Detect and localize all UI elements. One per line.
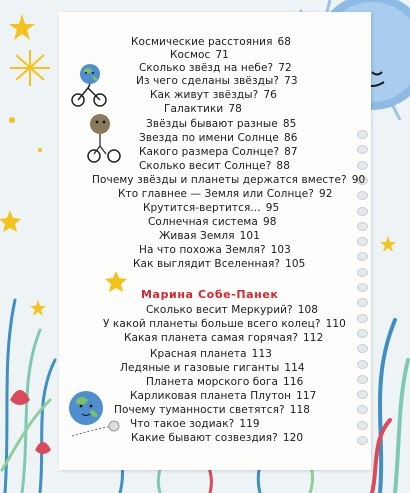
star-icon — [105, 270, 127, 292]
toc-entry-page: 73 — [284, 75, 298, 87]
toc-entry — [146, 376, 303, 388]
toc-entry-page: 88 — [276, 160, 290, 172]
toc-entry-title: Звёзды бывают разные — [146, 118, 278, 130]
earth-riding-bicycle — [70, 62, 110, 108]
toc-entry-title: Как выглядит Вселенная? — [133, 258, 281, 270]
toc-entry-page: 87 — [284, 146, 298, 158]
toc-entry — [170, 49, 229, 61]
toc-entry-title: Кто главнее — Земля или Солнце? — [118, 188, 314, 200]
binding-hole — [357, 161, 368, 170]
toc-entry-page: 76 — [263, 89, 277, 101]
toc-entry — [103, 318, 346, 330]
toc-entry-page: 103 — [270, 244, 291, 256]
toc-entry-title: У какой планеты больше всего колец? — [103, 318, 321, 330]
binding-hole — [357, 222, 368, 231]
toc-entry — [136, 75, 298, 87]
toc-entry — [159, 230, 260, 242]
binding-hole — [357, 207, 368, 216]
toc-entry-page: 85 — [282, 118, 297, 130]
toc-entry-page: 90 — [351, 174, 366, 186]
toc-entry-page: 95 — [265, 202, 280, 214]
toc-entry-page: 68 — [277, 36, 292, 48]
binding-hole — [357, 360, 368, 369]
toc-entry — [148, 216, 277, 228]
toc-entry-title: Ледяные и газовые гиганты — [120, 362, 280, 374]
toc-entry — [124, 332, 323, 344]
binding-hole — [357, 421, 368, 430]
star-icon — [30, 300, 46, 316]
toc-entry-title: Какая планета самая горячая? — [124, 332, 299, 344]
toc-entry-title: Как живут звёзды? — [150, 89, 259, 101]
binding-hole — [357, 329, 368, 338]
left-star-burst-top — [9, 14, 35, 40]
toc-entry-title: Космические расстояния — [131, 36, 273, 48]
toc-entry-page: 116 — [283, 376, 304, 388]
toc-entry-title: Красная планета — [150, 348, 247, 360]
toc-entry — [139, 160, 290, 172]
toc-entry-title: Что такое зодиак? — [130, 418, 235, 430]
binding-hole — [357, 314, 368, 323]
toc-entry-title: Почему звёзды и планеты держатся вместе? — [92, 174, 347, 186]
toc-entry — [92, 174, 365, 186]
left-star-burst-mid — [10, 50, 50, 86]
author-heading: Марина Собе-Панек — [141, 288, 279, 301]
toc-entry-title: Звезда по имени Солнце — [139, 132, 279, 144]
star-dot — [9, 117, 15, 123]
toc-entry — [133, 258, 305, 270]
binding-hole — [357, 375, 368, 384]
binding-hole — [357, 283, 368, 292]
toc-entry — [130, 418, 260, 430]
toc-entry-title: Какие бывают созвездия? — [131, 432, 278, 444]
toc-entry — [120, 362, 305, 374]
toc-entry — [139, 244, 291, 256]
toc-entry — [150, 89, 277, 101]
toc-entry-title: Почему туманности светятся? — [114, 404, 285, 416]
toc-entry-title: Сколько звёзд на небе? — [139, 62, 274, 74]
earth-with-small-rocket — [64, 386, 126, 446]
toc-entry — [139, 62, 292, 74]
toc-entry — [131, 432, 303, 444]
toc-entry-page: 105 — [285, 258, 306, 270]
toc-entry-title: Солнечная система — [148, 216, 258, 228]
toc-entry — [146, 118, 296, 130]
star-icon — [0, 210, 21, 232]
toc-entry-page: 108 — [297, 304, 319, 316]
toc-entry-page: 113 — [251, 348, 273, 360]
toc-entry — [146, 304, 318, 316]
star-dot — [38, 148, 42, 152]
toc-entry-page: 72 — [278, 62, 292, 74]
toc-entry — [143, 202, 279, 214]
toc-entry-page: 119 — [239, 418, 260, 430]
toc-entry-title: Карликовая планета Плутон — [130, 390, 292, 402]
toc-entry-title: Сколько весит Меркурий? — [146, 304, 293, 316]
toc-entry — [130, 390, 316, 402]
left-plants — [2, 300, 55, 493]
binding-hole — [357, 130, 368, 139]
toc-entry — [118, 188, 333, 200]
toc-entry-title: Какого размера Солнце? — [139, 146, 280, 158]
toc-entry-page: 114 — [284, 362, 305, 374]
toc-entry-page: 78 — [228, 103, 242, 115]
toc-entry-page: 117 — [296, 390, 317, 402]
binding-hole — [357, 436, 368, 445]
toc-entry-title: Из чего сделаны звёзды? — [136, 75, 280, 87]
toc-entry-title: Планета морского бога — [146, 376, 279, 388]
toc-entry — [131, 36, 291, 48]
moon-riding-bicycle — [84, 110, 124, 165]
toc-entry-page: 98 — [262, 216, 277, 228]
toc-entry-title: На что похожа Земля? — [139, 244, 266, 256]
toc-entry-page: 120 — [282, 432, 304, 444]
toc-entry-page: 71 — [215, 49, 229, 61]
toc-entry-title: Крутится-вертится... — [143, 202, 261, 214]
right-plants — [372, 320, 408, 493]
toc-entry-page: 92 — [318, 188, 333, 200]
binding-hole — [357, 268, 368, 277]
toc-entry-page: 112 — [303, 332, 324, 344]
toc-entry — [139, 146, 298, 158]
toc-entry-title: Живая Земля — [159, 230, 235, 242]
toc-entry — [114, 404, 310, 416]
toc-entry — [164, 103, 242, 115]
toc-entry-title: Сколько весит Солнце? — [139, 160, 272, 172]
toc-entry — [150, 348, 272, 360]
toc-entry — [139, 132, 298, 144]
toc-entry-page: 118 — [289, 404, 311, 416]
toc-entry-page: 110 — [325, 318, 346, 330]
toc-entry-page: 101 — [239, 230, 260, 242]
toc-entry-title: Космос — [170, 49, 211, 61]
toc-entry-page: 86 — [284, 132, 298, 144]
toc-entry-title: Галактики — [164, 103, 224, 115]
